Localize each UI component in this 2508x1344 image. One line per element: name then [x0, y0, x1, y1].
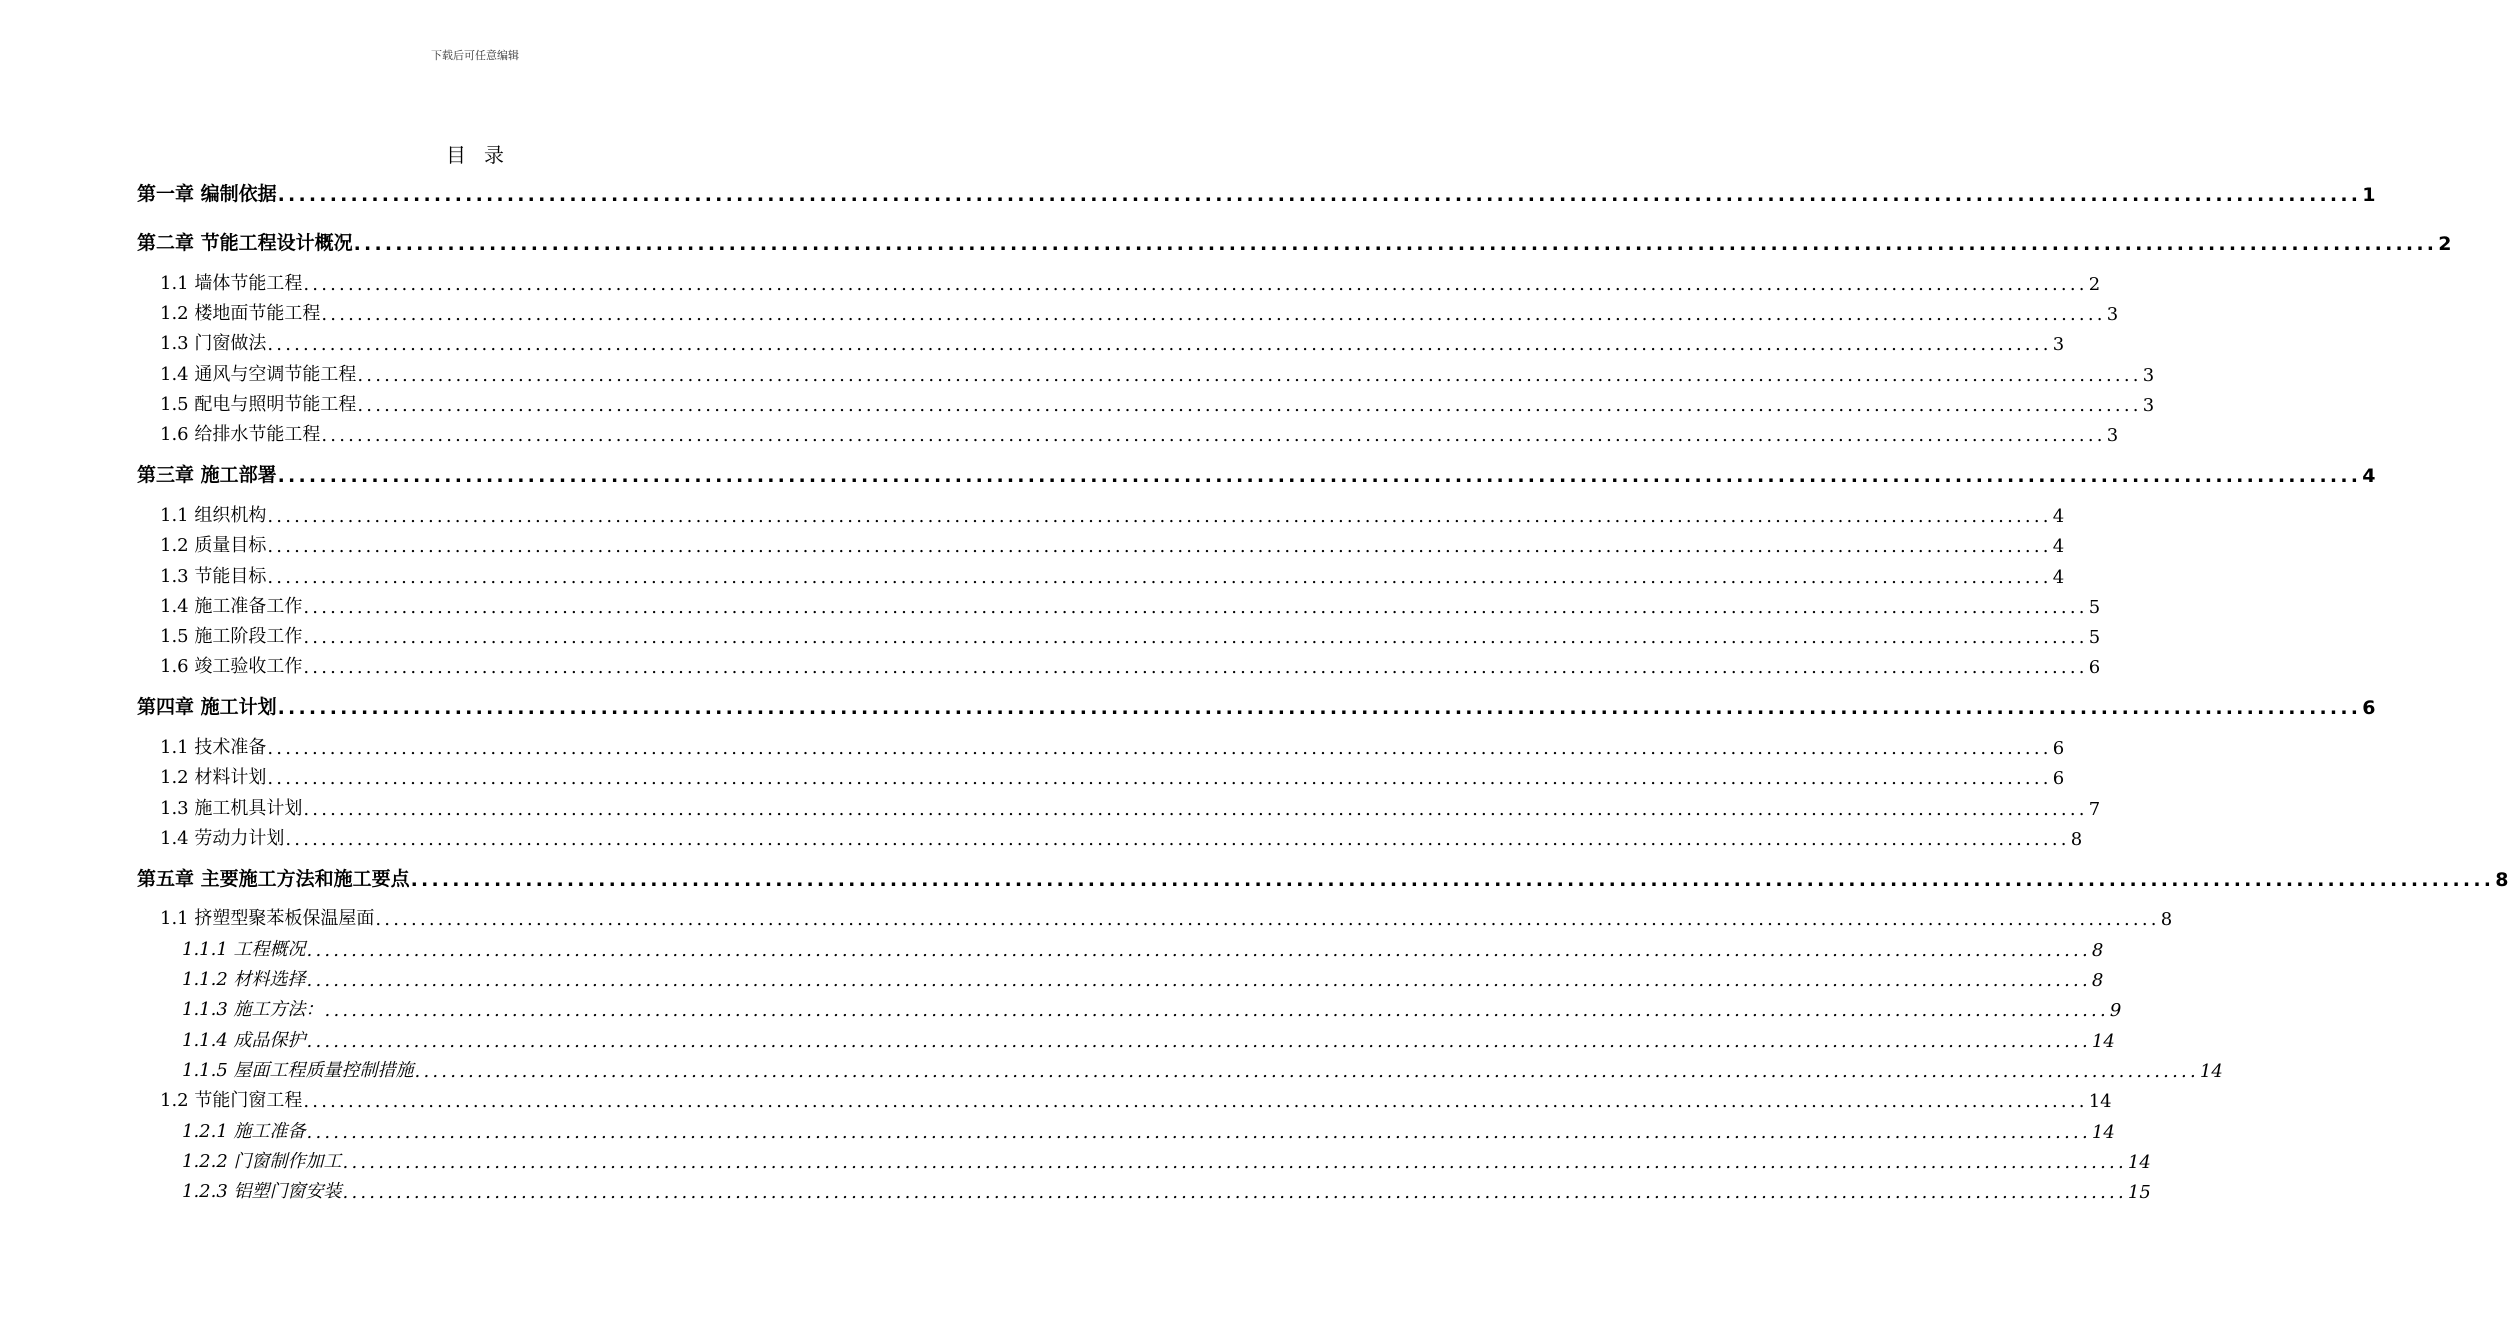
toc-entry-label: 第四章 施工计划	[137, 696, 277, 718]
toc-entry[interactable]	[0, 229, 2452, 255]
toc-entry-label: 第一章 编制依据	[137, 183, 277, 205]
toc-leader-dots: ........................................................................................................................................................................................................	[285, 829, 2070, 850]
toc-entry[interactable]	[0, 1147, 2151, 1173]
toc-entry-label: 1.6 给排水节能工程	[160, 424, 321, 445]
toc-entry-page: 14	[2088, 1091, 2112, 1112]
toc-entry-label: 1.1 墙体节能工程	[160, 273, 303, 294]
toc-entry[interactable]	[0, 995, 2122, 1021]
toc-entry-page: 7	[2088, 799, 2101, 820]
toc-entry-label: 1.2 节能门窗工程	[160, 1090, 303, 1111]
toc-entry-page: 3	[2052, 334, 2065, 355]
toc-leader-dots: ........................................................................................................................................................................................................	[277, 465, 2362, 487]
toc-entry-page: 4	[2362, 465, 2376, 487]
toc-entry[interactable]	[0, 763, 2065, 789]
toc-entry[interactable]	[0, 180, 2376, 206]
toc-leader-dots: ........................................................................................................................................................................................................	[306, 970, 2091, 991]
toc-leader-dots: ........................................................................................................................................................................................................	[303, 657, 2088, 678]
toc-entry[interactable]	[0, 733, 2065, 759]
toc-entry-page: 2	[2088, 274, 2101, 295]
toc-entry-page: 3	[2106, 425, 2119, 446]
toc-entry-page: 2	[2438, 233, 2452, 255]
toc-entry[interactable]	[0, 1117, 2115, 1143]
toc-entry-label: 1.2 楼地面节能工程	[160, 303, 321, 324]
toc-entry-label: 1.4 施工准备工作	[160, 596, 303, 617]
toc-leader-dots: ........................................................................................................................................................................................................	[303, 799, 2088, 820]
toc-entry[interactable]	[0, 461, 2376, 487]
toc-entry-label: 1.6 竣工验收工作	[160, 656, 303, 677]
toc-leader-dots: ........................................................................................................................................................................................................	[267, 334, 2052, 355]
toc-entry[interactable]	[0, 562, 2065, 588]
toc-entry-page: 6	[2052, 768, 2065, 789]
toc-leader-dots: ........................................................................................................................................................................................................	[303, 627, 2088, 648]
toc-entry-label: 1.1.5 屋面工程质量控制措施	[182, 1060, 414, 1081]
toc-entry[interactable]	[0, 329, 2065, 355]
toc-entry-page: 6	[2052, 738, 2065, 759]
toc-entry[interactable]	[0, 420, 2119, 446]
toc-leader-dots: ........................................................................................................................................................................................................	[306, 1122, 2091, 1143]
toc-entry[interactable]	[0, 904, 2173, 930]
toc-leader-dots: ........................................................................................................................................................................................................	[414, 1061, 2199, 1082]
toc-leader-dots: ........................................................................................................................................................................................................	[267, 536, 2052, 557]
toc-leader-dots: ........................................................................................................................................................................................................	[353, 233, 2438, 255]
toc-entry[interactable]	[0, 622, 2101, 648]
toc-entry-page: 8	[2495, 869, 2508, 891]
toc-entry-label: 第二章 节能工程设计概况	[137, 232, 353, 254]
toc-entry[interactable]	[0, 592, 2101, 618]
toc-entry[interactable]	[0, 531, 2065, 557]
toc-entry[interactable]	[0, 1056, 2223, 1082]
toc-leader-dots: ........................................................................................................................................................................................................	[342, 1152, 2127, 1173]
toc-entry-label: 1.2 质量目标	[160, 535, 267, 556]
toc-leader-dots: ........................................................................................................................................................................................................	[303, 274, 2088, 295]
toc-leader-dots: ........................................................................................................................................................................................................	[277, 697, 2362, 719]
toc-entry[interactable]	[0, 935, 2104, 961]
toc-entry-page: 14	[2091, 1122, 2115, 1143]
toc-entry-label: 1.1.3 施工方法：	[182, 999, 324, 1020]
toc-entry-label: 1.2 材料计划	[160, 767, 267, 788]
toc-entry-label: 1.2.2 门窗制作加工	[182, 1151, 342, 1172]
toc-entry-page: 15	[2127, 1182, 2151, 1203]
page-header: 下载后可任意编辑	[431, 49, 519, 62]
toc-leader-dots: ........................................................................................................................................................................................................	[306, 940, 2091, 961]
toc-entry-label: 1.1.1 工程概况	[182, 939, 306, 960]
toc-leader-dots: ........................................................................................................................................................................................................	[267, 506, 2052, 527]
toc-entry[interactable]	[0, 501, 2065, 527]
toc-entry-page: 4	[2052, 536, 2065, 557]
toc-entry-page: 5	[2088, 627, 2101, 648]
toc-title: 目录	[446, 143, 522, 167]
toc-entry[interactable]	[0, 1086, 2112, 1112]
toc-entry-page: 4	[2052, 506, 2065, 527]
toc-leader-dots: ........................................................................................................................................................................................................	[303, 597, 2088, 618]
toc-leader-dots: ........................................................................................................................................................................................................	[321, 304, 2106, 325]
toc-entry-label: 第三章 施工部署	[137, 464, 277, 486]
toc-entry-page: 3	[2142, 365, 2155, 386]
toc-leader-dots: ........................................................................................................................................................................................................	[410, 869, 2495, 891]
toc-entry-page: 14	[2127, 1152, 2151, 1173]
toc-entry[interactable]	[0, 824, 2083, 850]
toc-entry[interactable]	[0, 360, 2155, 386]
toc-leader-dots: ........................................................................................................................................................................................................	[277, 184, 2362, 206]
toc-entry[interactable]	[0, 1026, 2115, 1052]
toc-entry-label: 1.4 劳动力计划	[160, 828, 285, 849]
toc-entry-label: 1.3 节能目标	[160, 566, 267, 587]
toc-leader-dots: ........................................................................................................................................................................................................	[375, 909, 2160, 930]
toc-entry[interactable]	[0, 965, 2104, 991]
toc-leader-dots: ........................................................................................................................................................................................................	[321, 425, 2106, 446]
toc-entry-label: 1.1.2 材料选择	[182, 969, 306, 990]
toc-entry-page: 6	[2088, 657, 2101, 678]
toc-leader-dots: ........................................................................................................................................................................................................	[303, 1091, 2088, 1112]
toc-entry-label: 1.5 施工阶段工作	[160, 626, 303, 647]
toc-entry-page: 4	[2052, 567, 2065, 588]
toc-leader-dots: ........................................................................................................................................................................................................	[357, 365, 2142, 386]
toc-entry-page: 5	[2088, 597, 2101, 618]
toc-entry-page: 9	[2109, 1000, 2122, 1021]
toc-leader-dots: ........................................................................................................................................................................................................	[342, 1182, 2127, 1203]
toc-entry[interactable]	[0, 794, 2101, 820]
toc-entry-label: 1.2.3 铝塑门窗安装	[182, 1181, 342, 1202]
toc-leader-dots: ........................................................................................................................................................................................................	[267, 567, 2052, 588]
toc-entry-label: 1.3 门窗做法	[160, 333, 267, 354]
toc-entry[interactable]	[0, 693, 2376, 719]
toc-entry[interactable]	[0, 390, 2155, 416]
toc-leader-dots: ........................................................................................................................................................................................................	[306, 1031, 2091, 1052]
toc-entry-label: 1.1.4 成品保护	[182, 1030, 306, 1051]
toc-entry-label: 1.5 配电与照明节能工程	[160, 394, 357, 415]
toc-entry-label: 1.2.1 施工准备	[182, 1121, 306, 1142]
toc-leader-dots: ........................................................................................................................................................................................................	[267, 738, 2052, 759]
toc-entry-label: 第五章 主要施工方法和施工要点	[137, 868, 410, 890]
toc-entry-page: 1	[2362, 184, 2376, 206]
toc-entry-label: 1.1 技术准备	[160, 737, 267, 758]
toc-entry-page: 6	[2362, 697, 2376, 719]
toc-entry-page: 8	[2091, 940, 2104, 961]
toc-entry-page: 14	[2199, 1061, 2223, 1082]
toc-entry-page: 8	[2091, 970, 2104, 991]
toc-entry-page: 8	[2070, 829, 2083, 850]
toc-entry[interactable]	[0, 299, 2119, 325]
toc-leader-dots: ........................................................................................................................................................................................................	[267, 768, 2052, 789]
toc-entry[interactable]	[0, 865, 2508, 891]
toc-entry-label: 1.1 组织机构	[160, 505, 267, 526]
toc-entry[interactable]	[0, 1177, 2151, 1203]
toc-entry-label: 1.4 通风与空调节能工程	[160, 364, 357, 385]
toc-entry[interactable]	[0, 269, 2101, 295]
toc-leader-dots: ........................................................................................................................................................................................................	[324, 1000, 2109, 1021]
toc-entry-label: 1.1 挤塑型聚苯板保温屋面	[160, 908, 375, 929]
toc-entry-page: 3	[2142, 395, 2155, 416]
toc-entry-page: 8	[2160, 909, 2173, 930]
toc-leader-dots: ........................................................................................................................................................................................................	[357, 395, 2142, 416]
toc-entry-page: 14	[2091, 1031, 2115, 1052]
toc-entry[interactable]	[0, 652, 2101, 678]
toc-entry-page: 3	[2106, 304, 2119, 325]
toc-entry-label: 1.3 施工机具计划	[160, 798, 303, 819]
